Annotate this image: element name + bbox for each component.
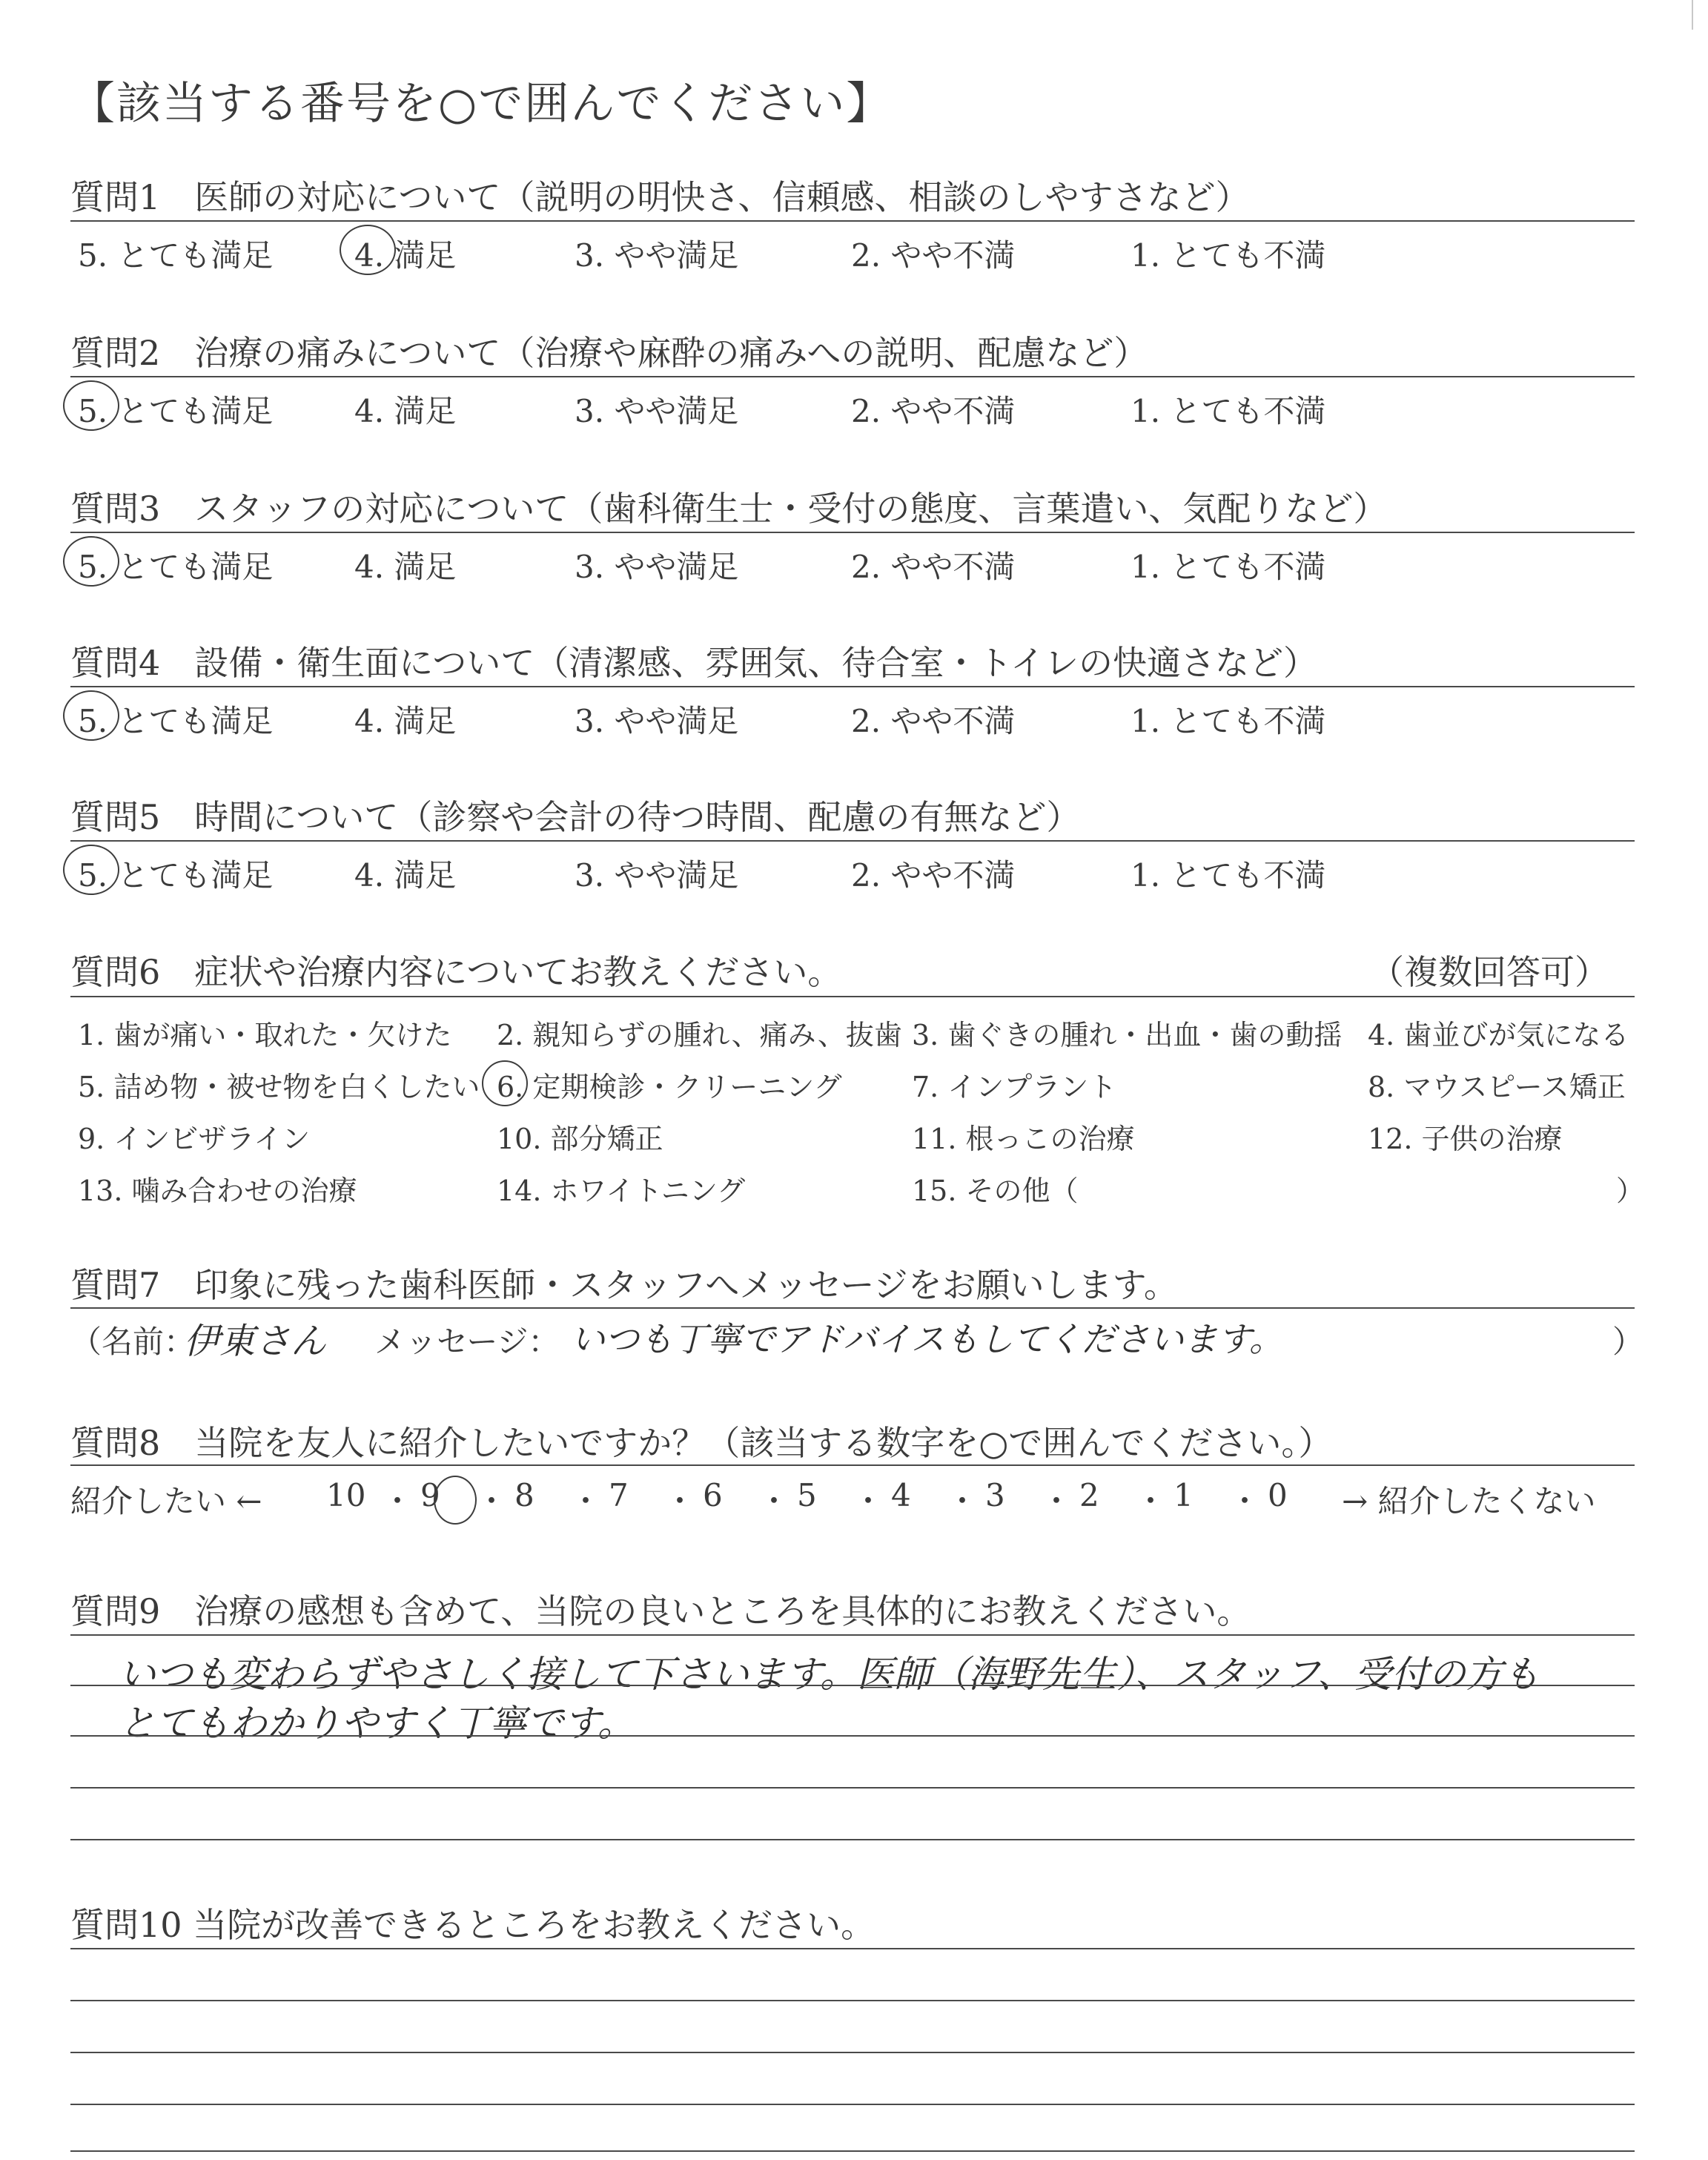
q8-number-9: 9 xyxy=(420,1477,440,1513)
q6-heading: 質問6 症状や治療内容についてお教えください。 xyxy=(70,952,842,992)
page-title: 【該当する番号を○で囲んでください】 xyxy=(70,78,893,130)
q7-message-label: メッセージ： xyxy=(374,1324,560,1360)
q6-selected-circle xyxy=(482,1060,528,1106)
q1-option-3: 3. やや満足 xyxy=(575,237,739,274)
q2-option-4: 4. 満足 xyxy=(354,393,457,429)
q8-number-1: 1 xyxy=(1174,1477,1194,1513)
q6-option-14: 14. ホワイトニング xyxy=(497,1175,746,1207)
q1-heading: 質問1 医師の対応について（説明の明快さ、信頼感、相談のしやすさなど） xyxy=(70,177,1250,217)
q8-separator-dot: ・ xyxy=(1135,1483,1167,1519)
q8-number-2: 2 xyxy=(1079,1477,1099,1513)
q5-option-5: 5. とても満足 xyxy=(78,857,274,894)
q9-rule-2 xyxy=(70,1685,1635,1686)
q9-rule-5 xyxy=(70,1839,1635,1840)
q2-option-3: 3. やや満足 xyxy=(575,393,739,429)
q10-heading: 質問10 当院が改善できるところをお教えください。 xyxy=(70,1905,875,1945)
q4-option-3: 3. やや満足 xyxy=(575,703,739,739)
q5-option-2: 2. やや不満 xyxy=(851,857,1016,894)
q8-selected-circle xyxy=(434,1476,477,1525)
q7-message-value: いつも丁寧でアドバイスもしてくださいます。 xyxy=(571,1319,1283,1359)
q6-option-2: 2. 親知らずの腫れ、痛み、抜歯 xyxy=(497,1019,902,1051)
q8-separator-dot: ・ xyxy=(758,1483,790,1519)
q8-rule xyxy=(70,1464,1635,1466)
q10-rule-3 xyxy=(70,2052,1635,2053)
q8-number-10: 10 xyxy=(326,1477,366,1513)
q2-heading: 質問2 治療の痛みについて（治療や麻酔の痛みへの説明、配慮など） xyxy=(70,333,1148,373)
q8-separator-dot: ・ xyxy=(476,1483,508,1519)
q6-rule xyxy=(70,996,1635,997)
q6-option-15: 15. その他（ xyxy=(912,1175,1079,1207)
q5-option-1: 1. とても不満 xyxy=(1131,857,1326,894)
q1-rule xyxy=(70,220,1635,222)
q5-rule xyxy=(70,840,1635,842)
q6-option-6: 6. 定期検診・クリーニング xyxy=(497,1071,842,1103)
q2-option-1: 1. とても不満 xyxy=(1131,393,1326,429)
q5-selected-circle xyxy=(63,845,119,895)
q8-separator-dot: ・ xyxy=(382,1483,414,1519)
q3-selected-circle xyxy=(63,536,119,587)
q3-option-2: 2. やや不満 xyxy=(851,549,1016,585)
q1-option-2: 2. やや不満 xyxy=(851,237,1016,274)
q3-option-4: 4. 満足 xyxy=(354,549,457,585)
q6-option-10: 10. 部分矯正 xyxy=(497,1123,663,1155)
q10-rule-4 xyxy=(70,2104,1635,2105)
q8-separator-dot: ・ xyxy=(853,1483,884,1519)
q8-number-8: 8 xyxy=(514,1477,534,1513)
q8-number-3: 3 xyxy=(985,1477,1005,1513)
q8-number-7: 7 xyxy=(609,1477,629,1513)
q8-number-0: 0 xyxy=(1268,1477,1288,1513)
q9-rule-4 xyxy=(70,1787,1635,1789)
q8-separator-dot: ・ xyxy=(664,1483,696,1519)
q8-separator-dot: ・ xyxy=(1041,1483,1073,1519)
q9-heading: 質問9 治療の感想も含めて、当院の良いところを具体的にお教えください。 xyxy=(70,1591,1251,1631)
q2-option-2: 2. やや不満 xyxy=(851,393,1016,429)
q6-option-5: 5. 詰め物・被せ物を白くしたい xyxy=(78,1071,480,1103)
q3-option-1: 1. とても不満 xyxy=(1131,549,1326,585)
q6-other-close-paren: ） xyxy=(1616,1175,1645,1207)
q8-separator-dot: ・ xyxy=(570,1483,602,1519)
q6-option-9: 9. インビザライン xyxy=(78,1123,311,1155)
q8-number-4: 4 xyxy=(891,1477,911,1513)
q4-heading: 質問4 設備・衛生面について（清潔感、雰囲気、待合室・トイレの快適さなど） xyxy=(70,643,1318,683)
q8-number-6: 6 xyxy=(703,1477,723,1513)
q4-rule xyxy=(70,686,1635,687)
q3-heading: 質問3 スタッフの対応について（歯科衛生士・受付の態度、言葉遣い、気配りなど） xyxy=(70,489,1388,529)
q6-option-12: 12. 子供の治療 xyxy=(1368,1123,1563,1155)
q10-rule-5 xyxy=(70,2150,1635,2152)
q1-option-5: 5. とても満足 xyxy=(78,237,274,274)
q8-heading: 質問8 当院を友人に紹介したいですか？（該当する数字を○で囲んでください。） xyxy=(70,1423,1333,1463)
q5-option-3: 3. やや満足 xyxy=(575,857,739,894)
q6-option-1: 1. 歯が痛い・取れた・欠けた xyxy=(78,1019,452,1051)
q7-rule xyxy=(70,1307,1635,1309)
q6-note: （複数回答可） xyxy=(1370,952,1609,992)
q8-right-label: → 紹介したくない xyxy=(1342,1483,1596,1519)
q6-option-7: 7. インプラント xyxy=(912,1071,1117,1103)
q8-separator-dot: ・ xyxy=(947,1483,979,1519)
q4-option-1: 1. とても不満 xyxy=(1131,703,1326,739)
q4-selected-circle xyxy=(63,690,119,741)
q7-heading: 質問7 印象に残った歯科医師・スタッフへメッセージをお願いします。 xyxy=(70,1265,1178,1305)
q4-option-2: 2. やや不満 xyxy=(851,703,1016,739)
q5-option-4: 4. 満足 xyxy=(354,857,457,894)
q6-option-3: 3. 歯ぐきの腫れ・出血・歯の動揺 xyxy=(912,1019,1343,1051)
q1-selected-circle xyxy=(340,225,396,275)
q7-name-label: （名前： xyxy=(70,1324,196,1360)
q9-rule-3 xyxy=(70,1735,1635,1737)
q10-rule-1 xyxy=(70,1948,1635,1949)
q3-rule xyxy=(70,532,1635,533)
q7-close-paren: ） xyxy=(1612,1324,1644,1360)
q9-rule-1 xyxy=(70,1634,1635,1636)
q2-selected-circle xyxy=(63,380,119,431)
q2-rule xyxy=(70,376,1635,377)
q6-option-4: 4. 歯並びが気になる xyxy=(1368,1019,1629,1051)
q4-option-5: 5. とても満足 xyxy=(78,703,274,739)
page-edge-mark xyxy=(1692,0,1693,30)
q3-option-3: 3. やや満足 xyxy=(575,549,739,585)
q4-option-4: 4. 満足 xyxy=(354,703,457,739)
q9-answer-line-2: とてもわかりやすく丁寧です。 xyxy=(119,1702,635,1745)
q6-option-13: 13. 噛み合わせの治療 xyxy=(78,1175,357,1207)
q8-number-5: 5 xyxy=(797,1477,817,1513)
q8-separator-dot: ・ xyxy=(1229,1483,1261,1519)
q2-option-5: 5. とても満足 xyxy=(78,393,274,429)
q8-left-label: 紹介したい ← xyxy=(70,1483,262,1519)
q6-option-11: 11. 根っこの治療 xyxy=(912,1123,1135,1155)
q1-option-4: 4. 満足 xyxy=(354,237,457,274)
q3-option-5: 5. とても満足 xyxy=(78,549,274,585)
q1-option-1: 1. とても不満 xyxy=(1131,237,1326,274)
q7-name-value: 伊東さん xyxy=(184,1321,327,1362)
q10-rule-2 xyxy=(70,2000,1635,2001)
q9-answer-line-1: いつも変わらずやさしく接して下さいます。医師（海野先生）、スタッフ、受付の方も xyxy=(119,1653,1540,1696)
q6-option-8: 8. マウスピース矯正 xyxy=(1368,1071,1626,1103)
q5-heading: 質問5 時間について（診察や会計の待つ時間、配慮の有無など） xyxy=(70,797,1081,837)
